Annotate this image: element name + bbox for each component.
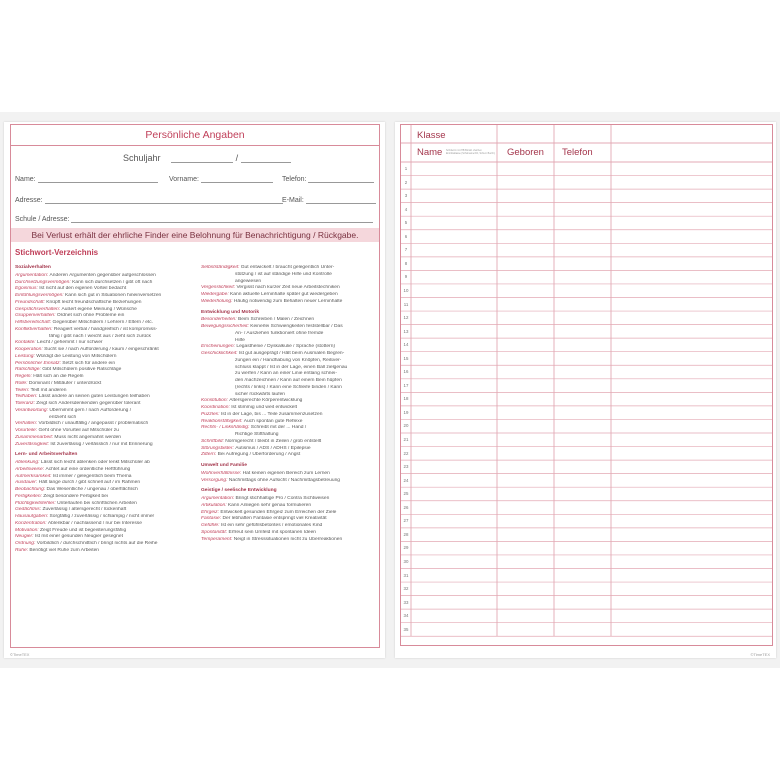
- row-number: 34: [403, 613, 409, 619]
- telefon-label: Telefon:: [282, 176, 307, 183]
- keyword-term: Regeln:: [15, 374, 34, 379]
- row-number: 17: [403, 382, 409, 388]
- row-number: 24: [403, 477, 409, 483]
- row-number: 22: [403, 450, 409, 456]
- keyword-term: Egoismus:: [15, 286, 40, 292]
- keyword-description: An- / Ausziehen funktioniert ohne fremde: [235, 330, 324, 336]
- keyword-description: Normgerecht / bleibt in Zeilen / grob entstellt: [225, 438, 322, 444]
- keyword-term: Persönlicher Einsatz:: [15, 360, 63, 366]
- copyright-right: ©TimeTEX: [750, 652, 770, 657]
- keyword-term: Gruppenverhalten:: [15, 313, 57, 319]
- keyword-description: Kann Anliegen sehr genau formulieren: [227, 502, 312, 508]
- keyword-term: Puzzles:: [201, 411, 221, 417]
- keyword-description: Autismus / ADS / ADHS / Epilepsie: [235, 445, 311, 451]
- keyword-term: Vorurteile:: [15, 428, 39, 433]
- keyword-description: Zeigt sich Andersdenkenden gegenüber tolerant: [36, 401, 141, 406]
- row-number: 25: [403, 491, 409, 497]
- keyword-entry: [15, 474, 195, 481]
- keyword-entry: [15, 273, 195, 280]
- keyword-description: Übernimmt gern / nach Aufforderung /: [49, 407, 132, 413]
- keyword-entry: [15, 534, 195, 541]
- keyword-term: Wiedergabe:: [201, 292, 231, 297]
- keyword-entry: [201, 516, 373, 523]
- keyword-term: Hilfsbereitschaft:: [15, 320, 53, 325]
- keyword-description: Geht ohne Vorurteil auf Mitschüler zu: [38, 428, 119, 433]
- keyword-description: Zeigt besondere Fertigkeit bei: [43, 493, 108, 499]
- keyword-description: Dominant / Mitläufer / unterdrückt: [28, 380, 102, 386]
- keyword-description: Achtet auf eine ordentliche Heftführung: [45, 466, 131, 472]
- keyword-description: Teilt mit anderen: [30, 387, 67, 393]
- keyword-description: Der lebhaften Fantasie entspringt viel Kreativität: [222, 516, 327, 522]
- keyword-entry: [15, 507, 195, 514]
- keyword-section-heading: Sozialverhalten: [15, 265, 51, 270]
- keyword-term: Arbeitsweise:: [15, 466, 46, 472]
- keyword-description: sicher rückwärts laufen: [235, 391, 286, 397]
- keyword-entry: [15, 487, 195, 494]
- keyword-description: Entwickelt gesunden Ehrgeiz zum Erreichen der Ziele: [220, 509, 337, 515]
- keyword-description: Richtige Stifthaltung: [235, 432, 279, 437]
- keyword-description: Bringt stichhaltige Pro / Contra Sichtweisen: [235, 496, 330, 501]
- keyword-entry: [15, 460, 195, 467]
- row-number: 33: [403, 599, 409, 605]
- keyword-term: Artikulation:: [201, 502, 228, 508]
- keyword-term: Konfliktverhalten:: [15, 326, 54, 332]
- keyword-entry: [15, 327, 195, 334]
- keyword-description: Unterlaufen bei schriftlichen Arbeiten: [57, 500, 137, 506]
- schuljahr-start-line: [171, 154, 233, 163]
- keyword-section-heading: Entwicklung und Motorik: [201, 309, 260, 315]
- keyword-term: Argumentation:: [15, 272, 50, 278]
- keyword-description: Ist ein sehr gefühlsbetontes / emotionales Kind: [220, 523, 323, 528]
- keyword-term: Gedächtnis:: [15, 507, 43, 513]
- keyword-entry: [201, 398, 373, 405]
- keyword-entry: [15, 334, 195, 341]
- keyword-term: Spontanität:: [201, 529, 229, 535]
- keyword-term: Kooperation:: [15, 347, 45, 352]
- email-label: E-Mail:: [282, 197, 304, 204]
- row-number: 4: [404, 206, 408, 212]
- schule-line: [71, 214, 373, 223]
- class-list-grid: [401, 125, 772, 645]
- keyword-entry: [15, 300, 195, 307]
- keyword-description: Altersgerechte Körperentwicklung: [229, 398, 303, 404]
- keyword-description: Ist stimmig und weit entwickelt: [231, 405, 297, 410]
- keyword-entry: [201, 378, 373, 385]
- left-page: [4, 122, 385, 658]
- keyword-term: Ordnung:: [15, 541, 37, 546]
- keyword-term: Leistung:: [15, 353, 37, 359]
- adresse-row: [15, 195, 283, 204]
- keyword-entry: [15, 394, 195, 401]
- keyword-entry: [201, 478, 373, 485]
- keyword-description: Ordnet sich ohne Probleme ein: [56, 313, 125, 319]
- keyword-entry: [15, 307, 195, 314]
- keyword-description: Leicht / gehemmt / nur schwer: [37, 340, 103, 346]
- keyword-description: Erfreut sein Umfeld mit spontanen Ideen: [228, 529, 317, 535]
- keyword-description: Anderen Argumenten gegenüber aufgeschlossen: [49, 272, 156, 278]
- schuljahr-end-line: [241, 154, 291, 163]
- row-number: 13: [403, 328, 409, 334]
- keyword-description: zungen ein / Handhabung von Knöpfen, Reißver-: [235, 357, 342, 363]
- keyword-entry: [15, 428, 195, 435]
- keyword-entry: [201, 351, 373, 358]
- row-number: 2: [404, 179, 408, 185]
- keyword-description: zu werfen / Kann an einer Linie entlang schnei-: [235, 371, 337, 377]
- keyword-entry: [15, 347, 195, 354]
- keyword-description: Das Wesentliche / ungenau / oberflächlich: [46, 487, 138, 492]
- row-number: 28: [403, 531, 409, 537]
- keyword-description: Bei Aufregung / Überforderung / Angst: [217, 452, 301, 458]
- keyword-description: Gut entwickelt / braucht gelegentlich Unter-: [240, 265, 335, 270]
- telefon-header: Telefon: [562, 147, 593, 158]
- row-number: 1: [404, 166, 408, 171]
- keyword-term: Teilen:: [15, 387, 31, 393]
- keyword-description: fähig / gibt nach / weicht aus / zieht sich zurück: [49, 333, 151, 339]
- keyword-term: Verhalten:: [15, 421, 39, 427]
- keyword-term: Fertigkeiten:: [15, 493, 44, 499]
- row-number: 9: [404, 274, 408, 280]
- keyword-entry: [201, 432, 373, 439]
- keyword-description: Hält sich an die Regeln: [33, 374, 84, 379]
- keyword-term: Bewegungssicherheit:: [201, 324, 251, 329]
- keyword-entry: [15, 388, 195, 395]
- reward-notice: Bei Verlust erhält der ehrliche Finder eine Belohnung für Benachrichtigung / Rückgabe.: [11, 228, 379, 242]
- row-number: 8: [404, 260, 408, 266]
- class-list-frame: [400, 124, 773, 646]
- keyword-entry: [15, 501, 195, 508]
- keyword-term: Besonderheiten:: [201, 317, 238, 323]
- keyword-entry: [15, 374, 195, 381]
- keyword-description: Zeigt Freude und ist begeisterungsfähig: [40, 527, 127, 533]
- keyword-entry: [201, 510, 373, 517]
- keyword-entry: [201, 285, 373, 292]
- keyword-entry: [15, 541, 195, 548]
- keyword-term: Konstitution:: [201, 398, 230, 404]
- keyword-term: Versorgung:: [201, 477, 229, 483]
- keyword-term: Schriftbild:: [201, 438, 226, 444]
- keyword-description: Vergisst nach kurzer Zeit neue Arbeitstechniken: [236, 285, 340, 291]
- keyword-entry: [15, 401, 195, 408]
- keyword-term: Hausaufgaben:: [15, 514, 50, 519]
- personal-info-frame: [10, 124, 380, 648]
- row-number: 19: [403, 409, 409, 415]
- keyword-entry: [15, 467, 195, 474]
- keyword-description: entzieht sich: [49, 414, 77, 420]
- keyword-entry: [15, 320, 195, 327]
- adresse-line: [45, 195, 283, 204]
- keyword-entry: [201, 530, 373, 537]
- keyword-description: Ablenkbar / nachlassend / nur bei Interesse: [47, 520, 142, 526]
- notebook-spread: [0, 112, 780, 668]
- keyword-column-2: [201, 265, 373, 543]
- keyword-term: Aufmerksamkeit:: [15, 473, 53, 479]
- keyword-description: Benötigt viel Ruhe zum Arbeiten: [29, 547, 100, 553]
- keyword-term: Ehrgeiz:: [201, 509, 221, 515]
- keyword-term: Einfühlungsvermögen:: [15, 293, 66, 298]
- keyword-description: angewiesen: [235, 278, 262, 284]
- row-number: 29: [403, 545, 409, 551]
- keyword-entry: [201, 317, 373, 324]
- keyword-description: Vorbildlich / unauffällig / angepasst / problematisch: [38, 421, 149, 427]
- geboren-header: Geboren: [507, 147, 544, 158]
- keyword-description: Schreibt mit der ... Hand /: [250, 425, 307, 431]
- keyword-entry: [201, 338, 373, 345]
- name-label: Name:: [15, 176, 36, 183]
- keyword-description: Gegenüber Mitschülern / Lehrern / Eltern / etc.: [52, 320, 154, 325]
- keyword-description: Neigt in Stresssituationen nicht zu Überreaktionen: [233, 536, 343, 542]
- keyword-entry: [15, 435, 195, 442]
- keyword-description: Ist mit einer gesunden Neugier gesegnet: [34, 534, 123, 540]
- keyword-term: Toleranz:: [15, 401, 37, 406]
- keyword-term: Fantasie:: [201, 516, 223, 522]
- row-number: 21: [403, 437, 409, 442]
- keyword-entry: [201, 412, 373, 419]
- row-number: 15: [403, 355, 409, 361]
- keyword-section-heading: Lern- und Arbeitsverhalten: [15, 452, 78, 458]
- adresse-label: Adresse:: [15, 197, 43, 204]
- keyword-entry: [201, 439, 373, 446]
- keyword-entry: [201, 265, 373, 272]
- email-row: [282, 195, 376, 204]
- row-number: 11: [403, 301, 409, 307]
- keyword-term: Selbstständigkeit:: [201, 265, 241, 270]
- row-number: 31: [403, 572, 409, 578]
- keyword-description: Gibt Mitschülern positive Ratschläge: [42, 367, 122, 373]
- keyword-term: Beobachtung:: [15, 487, 47, 492]
- row-number: 23: [403, 464, 409, 470]
- vorname-label: Vorname:: [169, 176, 199, 183]
- keyword-entry: [15, 514, 195, 521]
- keyword-term: Neugier:: [15, 534, 35, 540]
- keyword-description: Beim Schreiben / Malen / Zeichnen: [237, 317, 315, 323]
- keyword-term: Koordination:: [201, 405, 232, 410]
- keyword-term: Gefühle:: [201, 523, 221, 528]
- name-row: [15, 174, 158, 183]
- keyword-entry: [15, 480, 195, 487]
- keyword-term: Störungsbilder:: [201, 445, 236, 451]
- row-number: 18: [403, 396, 409, 402]
- row-number: 27: [403, 518, 409, 524]
- keyword-description: Muss nicht angemahnt werden: [54, 434, 122, 440]
- keyword-term: Rechts- / Linkshändig:: [201, 425, 251, 431]
- keyword-term: Argumentation:: [201, 496, 236, 501]
- schule-row: [15, 214, 373, 223]
- keyword-description: Knüpft leicht freundschaftliche Beziehungen: [46, 299, 142, 305]
- keyword-description: Legasthenie / Dyskalkulie / Sprache (stottern): [236, 344, 336, 350]
- keyword-description: Kann sich gut in Situationen hineinversetzen: [65, 293, 162, 298]
- keyword-description: Würdigt die Leistung von Mitschülern: [36, 353, 117, 359]
- keyword-term: Zuverlässigkeit:: [15, 441, 51, 447]
- keyword-section-heading: Geistige / seelische Entwicklung: [201, 488, 277, 494]
- telefon-line: [308, 174, 374, 183]
- keyword-term: Erscheinungen:: [201, 344, 237, 350]
- keyword-description: Setzt sich für andere ein: [62, 360, 116, 366]
- keyword-term: Motivation:: [15, 527, 41, 533]
- keyword-entry: [15, 313, 195, 320]
- keyword-entry: [201, 331, 373, 338]
- keyword-term: Rolle:: [15, 380, 29, 386]
- keyword-column-1: [15, 265, 195, 555]
- keyword-term: Wiederholung:: [201, 298, 234, 304]
- keyword-description: Hilfe: [235, 337, 245, 343]
- keyword-entry: [15, 521, 195, 528]
- keyword-description: Ist in der Lage, bis ... Teile zusammenzusetzen: [220, 411, 323, 417]
- row-number: 12: [403, 315, 409, 321]
- keyword-term: Durchsetzungsvermögen:: [15, 279, 73, 285]
- keyword-description: Kann sich durchsetzen / gibt oft nach: [72, 279, 153, 285]
- keyword-description: Ist nicht auf den eigenen Vorteil bedacht: [39, 286, 127, 292]
- schuljahr-separator: /: [235, 153, 239, 163]
- keyword-description: Sorgfältig / zuverlässig / schlampig / nicht immer: [49, 514, 155, 519]
- schuljahr-row: [123, 153, 291, 163]
- keyword-entry: [15, 367, 195, 374]
- keyword-description: stützung / ist auf ständige Hilfe und Kontrolle: [235, 271, 332, 277]
- keyword-term: Flüchtigkeitsfehler:: [15, 500, 58, 506]
- keyword-term: Vergesslichkeit:: [201, 285, 237, 291]
- keyword-description: Auch spontan gute Reflexe: [243, 418, 303, 424]
- keyword-entry: [201, 452, 373, 459]
- keyword-description: Keinerlei Schwierigkeiten feststellbar / Das: [250, 324, 343, 329]
- keyword-entry: [15, 280, 195, 287]
- keyword-term: Wohnverhältnisse:: [201, 470, 243, 476]
- keyword-entry: [201, 471, 373, 478]
- keyword-description: Äußert eigene Meinung / Wünsche: [61, 306, 137, 312]
- keyword-entry: [15, 340, 195, 347]
- keyword-description: Ist zuverlässig / verlässlich / nur mit Erinnerung: [50, 441, 153, 447]
- row-number: 5: [404, 220, 408, 226]
- keyword-description: Häufig notwendig zum Behalten neuer Lerninhalte: [233, 298, 343, 304]
- keyword-term: Zusammenarbeit:: [15, 434, 55, 440]
- row-number: 30: [403, 558, 409, 564]
- row-number: 3: [404, 193, 408, 199]
- keyword-description: Ist immer / gelegentlich beim Thema: [52, 473, 132, 479]
- keyword-term: Freundschaft:: [15, 299, 47, 305]
- vorname-row: [169, 174, 273, 183]
- keyword-entry: [201, 324, 373, 331]
- keyword-entry: [15, 421, 195, 428]
- keyword-term: Temperament:: [201, 536, 234, 542]
- klasse-label: Klasse: [417, 130, 446, 141]
- keyword-term: Konzentration:: [15, 520, 48, 526]
- keyword-description: den /nachzeichnen / Kann auf einem Bein hüpfen: [235, 378, 342, 383]
- keyword-description: (rechts / links) / Kann eine Schleife binden / Kann: [235, 384, 342, 390]
- keyword-description: Hält lange durch / gibt schnell auf / im Rahmen: [38, 480, 141, 486]
- name-subheader: [446, 150, 495, 156]
- keyword-entry: [15, 381, 195, 388]
- keyword-entry: [201, 523, 373, 530]
- page-title: Persönliche Angaben: [11, 125, 379, 146]
- keyword-entry: [15, 415, 195, 422]
- keyword-entry: [15, 293, 195, 300]
- row-number: 10: [403, 287, 409, 293]
- keyword-entry: [15, 361, 195, 368]
- keyword-term: Kontakte:: [15, 340, 38, 346]
- copyright-left: ©TimeTEX: [10, 652, 30, 657]
- keyword-description: Lässt sich leicht ablenken oder lenkt Mitschüler ab: [40, 460, 150, 465]
- keyword-term: Ablenkung:: [15, 460, 41, 465]
- keyword-entry: [15, 442, 195, 449]
- keyword-entry: [15, 408, 195, 415]
- keyword-description: schluss klappt / Ist in der Lage, einen Ball zielgenau: [235, 364, 348, 370]
- keyword-entry: [201, 425, 373, 432]
- keyword-description: Ist gut ausgeprägt / Hält beim Ausmalen Begren-: [238, 351, 345, 356]
- keyword-entry: [15, 548, 195, 555]
- keyword-entry: [201, 405, 373, 412]
- row-number: 32: [403, 586, 409, 592]
- keyword-term: Teilhaben:: [15, 394, 39, 400]
- keyword-entry: [15, 528, 195, 535]
- keyword-description: Lässt andere an seinen guten Leistungen teilhaben: [38, 394, 150, 400]
- right-page: [395, 122, 776, 658]
- keyword-entry: [201, 371, 373, 378]
- keyword-entry: [201, 537, 373, 544]
- row-number: 14: [403, 342, 409, 348]
- keyword-entry: [201, 299, 373, 306]
- keyword-term: Geschicklichkeit:: [201, 351, 239, 356]
- keyword-term: Ratschläge:: [15, 367, 43, 373]
- keyword-section-heading: Umwelt und Familie: [201, 463, 247, 468]
- row-number: 6: [404, 233, 408, 239]
- keyword-entry: [201, 392, 373, 399]
- row-number: 7: [404, 247, 408, 253]
- keyword-entry: [201, 292, 373, 299]
- vorname-line: [201, 174, 273, 183]
- keyword-description: Reagiert verbal / handgreiflich / ist kompromiss-: [53, 326, 158, 332]
- name-header: Name: [417, 147, 443, 158]
- keyword-description: Kann aktuelle Lerninhalte später gut wiedergeben: [230, 292, 338, 297]
- keyword-term: Gesprächsverhalten:: [15, 306, 62, 312]
- keyword-term: Ruhe:: [15, 547, 30, 553]
- keyword-entry: [201, 503, 373, 510]
- name-subheader-line-2: Eintrittsklasse (Schulname/Ort, Schul-/ Buchr.): [446, 151, 496, 155]
- keyword-term: Verantwortung:: [15, 407, 50, 413]
- keyword-entry: [201, 358, 373, 365]
- name-line: [38, 174, 158, 183]
- stichwort-title: Stichwort-Verzeichnis: [15, 248, 99, 257]
- keyword-description: Nachmittags ohne Aufsicht / Nachmittagsbetreuung: [228, 477, 341, 483]
- keyword-entry: [201, 419, 373, 426]
- row-number: 26: [403, 504, 409, 510]
- keyword-entry: [201, 385, 373, 392]
- keyword-entry: [201, 365, 373, 372]
- name-subheader-line-1: Schüler/in mit HB Bürokl. Zeichen: [446, 149, 482, 152]
- keyword-entry: [15, 354, 195, 361]
- keyword-term: Ausdauer:: [15, 480, 39, 486]
- keyword-entry: [201, 279, 373, 286]
- telefon-row: [282, 174, 374, 183]
- keyword-entry: [15, 494, 195, 501]
- keyword-entry: [201, 496, 373, 503]
- keyword-term: Zittern:: [201, 452, 218, 458]
- keyword-entry: [201, 272, 373, 279]
- schule-label: Schule / Adresse:: [15, 216, 70, 223]
- row-number: 20: [403, 423, 409, 429]
- email-line: [306, 195, 376, 204]
- schuljahr-label: Schuljahr: [123, 153, 161, 163]
- keyword-description: Sucht sie / nach Aufforderung / kaum / eingeschränkt: [44, 347, 159, 352]
- keyword-description: Zuverlässig / altersgerecht / lückenhaft: [42, 507, 127, 513]
- keyword-entry: [201, 344, 373, 351]
- keyword-entry: [15, 286, 195, 293]
- keyword-description: Hat keinen eigenen Bereich zum Lernen: [242, 470, 330, 476]
- row-number: 35: [403, 626, 409, 632]
- keyword-entry: [201, 446, 373, 453]
- keyword-description: Vorbildlich / durchschnittlich / bringt nichts auf die Reihe: [36, 541, 158, 546]
- row-number: 16: [403, 369, 409, 375]
- keyword-term: Reaktionsfähigkeit:: [201, 418, 244, 424]
